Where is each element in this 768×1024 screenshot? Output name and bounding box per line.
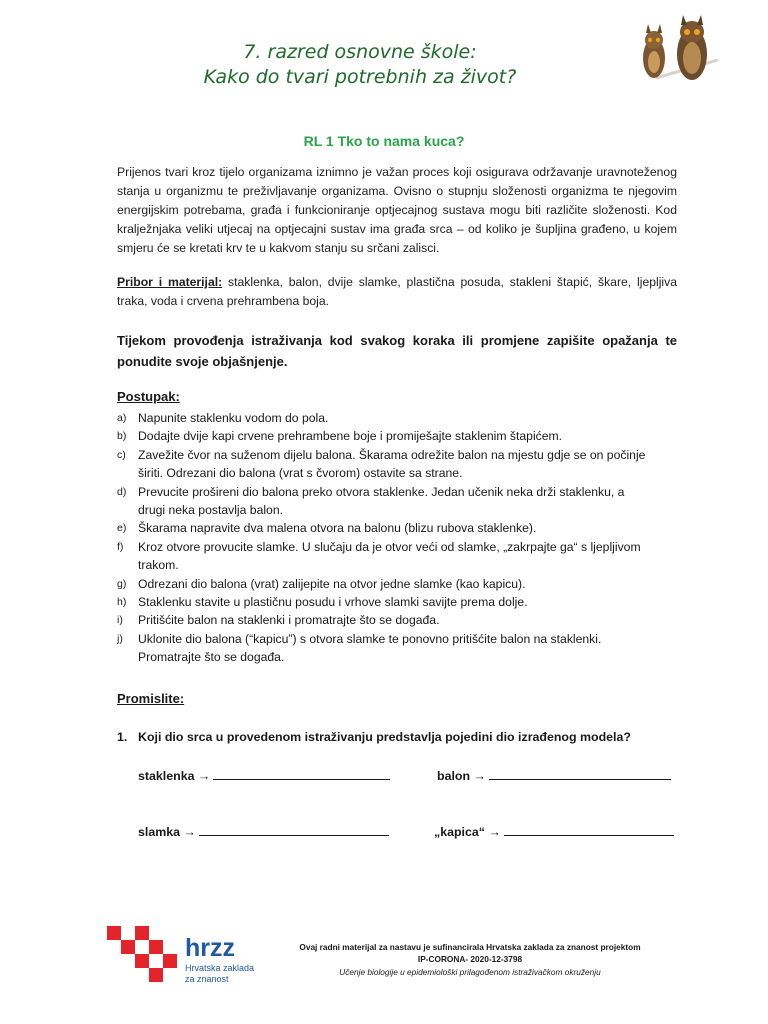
instruction-paragraph	[117, 330, 677, 372]
step-text: Pritišćite balon na staklenki i promatrajte što se događa.	[138, 613, 440, 628]
materials-line-2: traka, voda i crvena prehrambena boja.	[117, 294, 330, 308]
hrzz-logo-sub2: za znanost	[185, 974, 229, 984]
intro-line: smjeru će se kretati krv te u kakvom stanju su srčani zalisci.	[117, 241, 440, 255]
step-text: Prevucite prošireni dio balona preko otvora staklenke. Jedan učenik neka drži staklenku, a	[138, 484, 625, 499]
materials-label: Pribor i materijal:	[117, 275, 223, 289]
step-item	[117, 611, 687, 629]
step-marker: c)	[117, 448, 126, 461]
intro-line: energijskim potrebama, građa i funkcioniranje optjecajnog sustava mogu biti različite složenosti. Kod	[117, 203, 677, 217]
answer-cap-label: „kapica“ →	[434, 825, 501, 839]
question-1	[117, 730, 631, 744]
footer-line-2: IP-CORONA- 2020-12-3798	[417, 954, 523, 965]
owls-illustration	[630, 14, 720, 90]
answer-straw	[138, 824, 389, 839]
step-marker: f)	[117, 540, 124, 553]
step-text: Napunite staklenku vodom do pola.	[138, 411, 329, 425]
procedure-steps	[117, 409, 687, 667]
step-item	[117, 575, 687, 593]
step-marker: e)	[117, 522, 127, 535]
intro-line: kralježnjaka veliki utjecaj na optjecajni sustav ima građa srca – od koliko je šupljina građeno, u kojem	[117, 222, 677, 236]
step-text: Promatrajte što se događa.	[138, 650, 285, 665]
materials-line-1: staklenka, balon, dvije slamke, plastična posuda, stakleni štapić, škare, ljepljiva	[222, 275, 677, 289]
materials-paragraph	[117, 273, 677, 311]
step-item	[117, 519, 687, 537]
intro-line: stanja u organizmu te preživljavanje organizama. Ovisno o stupnju složenosti organizma te njegovim	[117, 184, 677, 198]
intro-paragraph	[117, 163, 677, 258]
step-item	[117, 483, 687, 520]
step-marker: g)	[117, 577, 127, 590]
footer-line-3: Učenje biologije u epidemiološki prilagođenom istraživačkom okruženju	[339, 966, 601, 977]
step-marker: d)	[117, 485, 127, 498]
step-text: širiti. Odrezani dio balona (vrat s čvorom) ostavite sa strane.	[138, 466, 463, 481]
step-text: Odrezani dio balona (vrat) zalijepite na otvor jedne slamke (kao kapicu).	[138, 576, 526, 591]
header-line-2: Kako do tvari potrebnih za život?	[203, 66, 517, 88]
answer-straw-blank[interactable]	[199, 824, 389, 836]
step-item	[117, 427, 687, 445]
step-marker: h)	[117, 596, 127, 609]
worksheet-title: RL 1 Tko to nama kuca?	[303, 133, 465, 149]
step-text: Staklenku stavite u plastičnu posudu i vrhove slamki savijte prema dolje.	[138, 595, 528, 610]
step-text: Dodajte dvije kapi crvene prehrambene boje i promiješajte staklenim štapićem.	[138, 429, 563, 444]
answer-cap-blank[interactable]	[504, 824, 674, 836]
step-item	[117, 409, 687, 427]
step-text: drugi neka postavlja balon.	[138, 503, 283, 518]
answer-jar-label: staklenka →	[138, 769, 211, 783]
question-number: 1.	[117, 730, 128, 744]
answer-balloon-label: balon →	[437, 769, 486, 783]
answer-jar	[138, 768, 390, 783]
procedure-heading: Postupak:	[117, 389, 180, 404]
reflect-heading: Promislite:	[117, 691, 185, 706]
step-marker: b)	[117, 430, 127, 443]
instruction-line: ponudite svoje objašnjenje.	[117, 354, 288, 369]
step-item	[117, 593, 687, 611]
step-marker: a)	[117, 412, 127, 424]
step-marker: j)	[117, 632, 123, 645]
header-line-1: 7. razred osnovne škole:	[243, 41, 477, 63]
page-header	[150, 40, 570, 90]
hrzz-logo-sub1: Hrvatska zaklada	[185, 963, 255, 973]
step-text: Zavežite čvor na suženom dijelu balona. Škarama odrežite balon na mjestu gdje se on počinje	[138, 447, 646, 462]
step-marker: i)	[117, 614, 123, 627]
footer-line-1: Ovaj radni materijal za nastavu je sufinancirala Hrvatska zaklada za znanost projektom	[299, 942, 641, 952]
answer-cap	[434, 824, 674, 839]
step-item	[117, 630, 687, 667]
answer-balloon	[437, 768, 671, 783]
intro-line: Prijenos tvari kroz tijelo organizama iznimno je važan proces koji osigurava održavanje uravnoteženog	[117, 165, 677, 179]
question-text: Koji dio srca u provedenom istraživanju predstavlja pojedini dio izrađenog modela?	[138, 730, 631, 744]
step-text: Uklonite dio balona (“kapicu”) s otvora slamke te ponovno pritišćite balon na staklenki.	[138, 631, 602, 646]
step-text: Škarama napravite dva malena otvora na balonu (blizu rubova staklenke).	[138, 521, 537, 536]
hrzz-logo-text: hrzz	[185, 934, 235, 962]
answer-straw-label: slamka →	[138, 825, 196, 839]
answer-balloon-blank[interactable]	[489, 768, 671, 780]
step-text: Kroz otvore provucite slamke. U slučaju da je otvor veći od slamke, „zakrpajte ga“ s ljepljivom	[138, 539, 641, 554]
answer-jar-blank[interactable]	[213, 768, 390, 780]
hrzz-logo	[105, 922, 270, 988]
footer-credits	[270, 941, 670, 978]
step-item	[117, 538, 687, 575]
step-text: trakom.	[138, 558, 179, 573]
step-item	[117, 446, 687, 483]
instruction-line: Tijekom provođenja istraživanja kod svakog koraka ili promjene zapišite opažanja te	[117, 333, 677, 348]
